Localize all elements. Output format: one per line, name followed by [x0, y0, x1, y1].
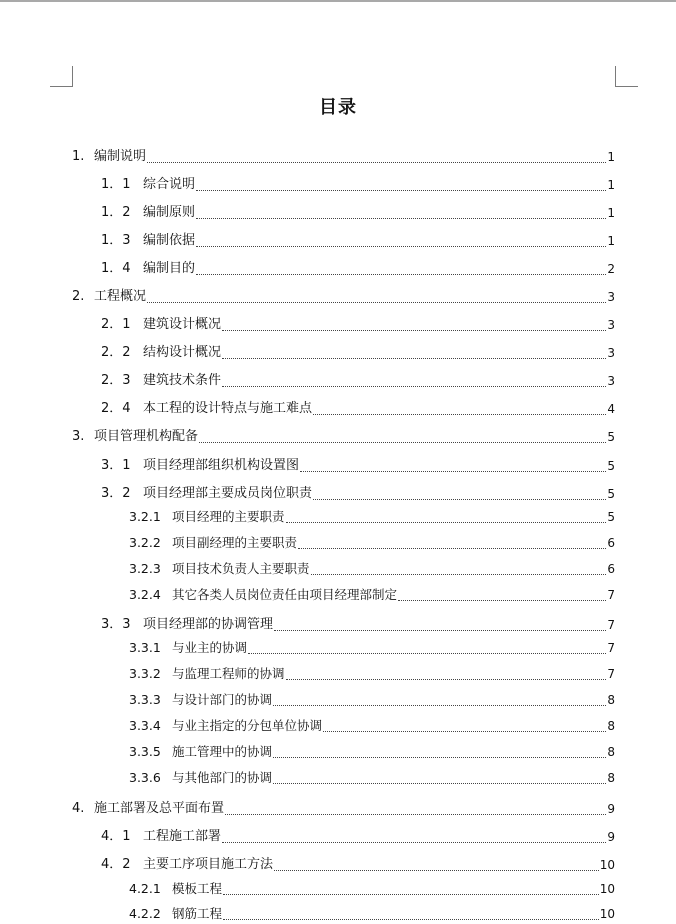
toc-leader-dots	[223, 919, 599, 920]
toc-entry-number: 2．2	[101, 345, 131, 360]
toc-entry-page: 9	[607, 802, 615, 816]
toc-entry-number: 3.	[72, 429, 85, 444]
toc-entry-page: 6	[607, 536, 615, 550]
toc-entry-label: 模板工程	[172, 881, 223, 896]
toc-entry-number: 3.3.3	[129, 692, 161, 707]
toc-entry-label: 项目经理部的协调管理	[143, 617, 274, 632]
toc-entry-page: 9	[607, 830, 615, 844]
toc-entry-label: 编制原则	[143, 205, 196, 220]
toc-entry[interactable]	[129, 716, 615, 736]
toc-entry[interactable]	[72, 147, 615, 167]
toc-entry[interactable]	[129, 742, 615, 762]
toc-entry[interactable]	[101, 259, 615, 279]
toc-leader-dots	[323, 731, 606, 732]
toc-entry-number: 3.2.2	[129, 535, 161, 550]
toc-entry-page: 8	[607, 693, 615, 707]
page-title: 目录	[319, 97, 357, 118]
toc-entry-page: 3	[607, 290, 615, 304]
toc-leader-dots	[274, 630, 606, 631]
toc-entry[interactable]	[101, 175, 615, 195]
toc-entry-number: 4．2	[101, 857, 131, 872]
toc-entry-number: 3．1	[101, 458, 131, 473]
toc-entry-label: 钢筋工程	[172, 906, 223, 921]
toc-leader-dots	[199, 442, 606, 443]
toc-entry-label: 与监理工程师的协调	[172, 666, 285, 681]
toc-leader-dots	[274, 870, 599, 871]
toc-entry-number: 3.2.4	[129, 587, 161, 602]
toc-entry-page: 5	[607, 487, 615, 501]
toc-leader-dots	[225, 814, 606, 815]
toc-entry-page: 8	[607, 719, 615, 733]
toc-entry-label: 建筑设计概况	[143, 317, 222, 332]
toc-leader-dots	[223, 894, 599, 895]
toc-entry[interactable]	[129, 904, 615, 924]
toc-entry-number: 3.3.4	[129, 718, 161, 733]
toc-entry-number: 4.2.1	[129, 881, 161, 896]
toc-entry[interactable]	[129, 664, 615, 684]
toc-entry-page: 7	[607, 618, 615, 632]
toc-leader-dots	[196, 246, 606, 247]
toc-leader-dots	[248, 653, 606, 654]
toc-entry-label: 项目副经理的主要职责	[172, 535, 298, 550]
toc-entry-number: 1．1	[101, 177, 131, 192]
toc-entry-number: 4.	[72, 801, 85, 816]
toc-entry-page: 8	[607, 745, 615, 759]
toc-leader-dots	[398, 600, 606, 601]
toc-leader-dots	[196, 218, 606, 219]
toc-entry-label: 与业主的协调	[172, 640, 248, 655]
toc-entry[interactable]	[101, 456, 615, 476]
toc-entry[interactable]	[72, 799, 615, 819]
toc-entry-label: 与设计部门的协调	[172, 692, 273, 707]
toc-entry-label: 主要工序项目施工方法	[143, 857, 274, 872]
toc-entry-label: 结构设计概况	[143, 345, 222, 360]
toc-entry-number: 1．2	[101, 205, 131, 220]
toc-entry-page: 1	[607, 178, 615, 192]
toc-entry-page: 5	[607, 459, 615, 473]
toc-entry-label: 与其他部门的协调	[172, 770, 273, 785]
toc-entry[interactable]	[129, 690, 615, 710]
toc-leader-dots	[222, 330, 606, 331]
toc-entry[interactable]	[129, 585, 615, 605]
toc-entry-label: 施工部署及总平面布置	[94, 801, 225, 816]
toc-entry[interactable]	[101, 855, 615, 875]
toc-entry[interactable]	[101, 827, 615, 847]
toc-entry-page: 3	[607, 374, 615, 388]
toc-entry-label: 项目管理机构配备	[94, 429, 199, 444]
toc-entry-number: 3．2	[101, 486, 131, 501]
toc-leader-dots	[311, 574, 607, 575]
toc-entry-page: 2	[607, 262, 615, 276]
toc-leader-dots	[147, 162, 606, 163]
toc-entry-label: 其它各类人员岗位责任由项目经理部制定	[172, 587, 398, 602]
toc-entry-page: 5	[607, 430, 615, 444]
toc-leader-dots	[313, 414, 606, 415]
toc-entry-number: 3．3	[101, 617, 131, 632]
toc-leader-dots	[300, 471, 606, 472]
toc-entry-page: 1	[607, 234, 615, 248]
toc-entry-label: 项目经理部组织机构设置图	[143, 458, 300, 473]
toc-entry-number: 2．1	[101, 317, 131, 332]
toc-entry-label: 项目经理部主要成员岗位职责	[143, 486, 313, 501]
toc-entry-number: 3.3.6	[129, 770, 161, 785]
toc-entry-page: 10	[599, 882, 615, 896]
toc-entry[interactable]	[129, 879, 615, 899]
toc-entry[interactable]	[129, 559, 615, 579]
toc-entry[interactable]	[129, 638, 615, 658]
toc-entry-label: 项目技术负责人主要职责	[172, 561, 310, 576]
toc-entry-page: 4	[607, 402, 615, 416]
toc-leader-dots	[147, 302, 606, 303]
toc-entry-page: 10	[599, 907, 615, 921]
toc-entry-page: 3	[607, 346, 615, 360]
toc-entry-label: 项目经理的主要职责	[172, 509, 285, 524]
toc-entry-number: 1.	[72, 149, 85, 164]
toc-entry-number: 2．4	[101, 401, 131, 416]
toc-entry-page: 8	[607, 771, 615, 785]
toc-entry-page: 1	[607, 150, 615, 164]
toc-entry-label: 施工管理中的协调	[172, 744, 273, 759]
toc-entry[interactable]	[101, 343, 615, 363]
toc-entry-number: 1．3	[101, 233, 131, 248]
toc-entry[interactable]	[129, 507, 615, 527]
toc-leader-dots	[222, 358, 606, 359]
toc-entry-page: 10	[599, 858, 615, 872]
toc-entry[interactable]	[129, 768, 615, 788]
toc-entry-number: 3.2.3	[129, 561, 161, 576]
toc-entry-label: 编制说明	[94, 149, 147, 164]
toc-entry-label: 工程概况	[94, 289, 147, 304]
toc-entry[interactable]	[72, 427, 615, 447]
toc-entry[interactable]	[101, 231, 615, 251]
toc-leader-dots	[222, 842, 606, 843]
toc-entry-number: 3.3.1	[129, 640, 161, 655]
toc-entry-page: 3	[607, 318, 615, 332]
toc-entry-number: 2．3	[101, 373, 131, 388]
toc-entry-label: 编制依据	[143, 233, 196, 248]
toc-entry-label: 本工程的设计特点与施工难点	[143, 401, 313, 416]
toc-leader-dots	[273, 783, 606, 784]
toc-entry[interactable]	[101, 315, 615, 335]
toc-entry-label: 综合说明	[143, 177, 196, 192]
toc-entry[interactable]	[129, 533, 615, 553]
toc-entry[interactable]	[101, 399, 615, 419]
toc-entry-page: 7	[607, 667, 615, 681]
toc-entry[interactable]	[101, 484, 615, 504]
toc-leader-dots	[273, 705, 606, 706]
toc-entry-number: 3.2.1	[129, 509, 161, 524]
toc-entry-page: 6	[607, 562, 615, 576]
toc-entry-page: 5	[607, 510, 615, 524]
toc-leader-dots	[313, 499, 606, 500]
toc-entry[interactable]	[72, 287, 615, 307]
toc-entry-label: 建筑技术条件	[143, 373, 222, 388]
toc-leader-dots	[298, 548, 606, 549]
toc-entry[interactable]	[101, 371, 615, 391]
toc-leader-dots	[286, 679, 607, 680]
toc-entry-label: 工程施工部署	[143, 829, 222, 844]
toc-entry-page: 1	[607, 206, 615, 220]
toc-leader-dots	[222, 386, 606, 387]
toc-entry[interactable]	[101, 615, 615, 635]
toc-entry-number: 2.	[72, 289, 85, 304]
toc-entry-number: 3.3.2	[129, 666, 161, 681]
toc-entry-label: 编制目的	[143, 261, 196, 276]
toc-entry-page: 7	[607, 588, 615, 602]
toc-leader-dots	[286, 522, 607, 523]
toc-entry-number: 1．4	[101, 261, 131, 276]
toc-entry-page: 7	[607, 641, 615, 655]
toc-entry-number: 4．1	[101, 829, 131, 844]
toc-entry-number: 3.3.5	[129, 744, 161, 759]
toc-entry-number: 4.2.2	[129, 906, 161, 921]
toc-leader-dots	[196, 274, 606, 275]
toc-entry-label: 与业主指定的分包单位协调	[172, 718, 323, 733]
toc-entry[interactable]	[101, 203, 615, 223]
toc-leader-dots	[273, 757, 606, 758]
toc-leader-dots	[196, 190, 606, 191]
